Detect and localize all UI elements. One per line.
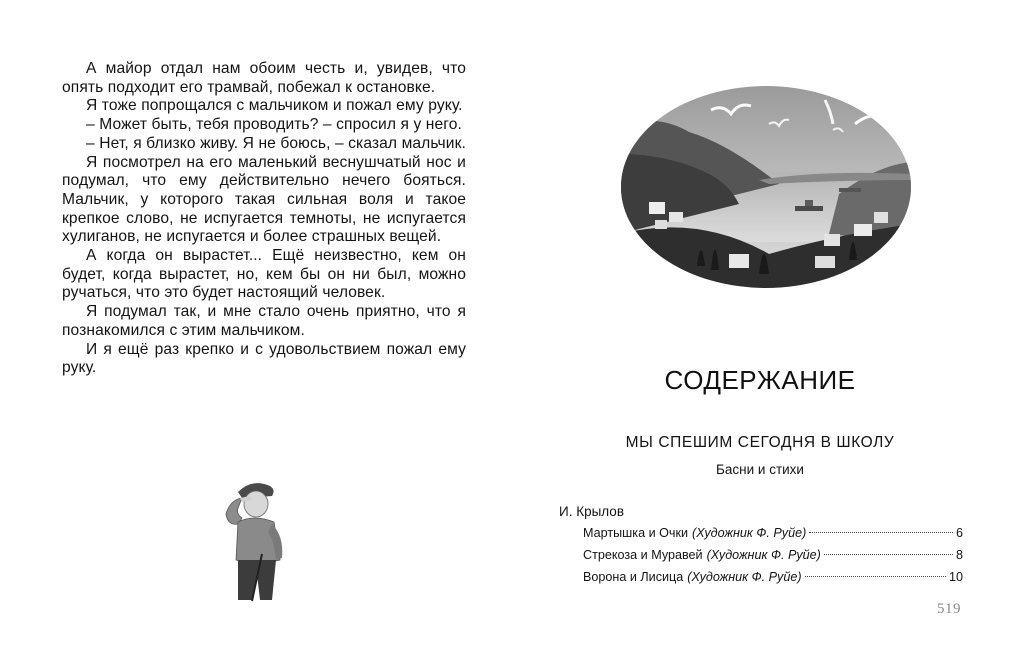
toc-entry-title: Мартышка и Очки xyxy=(583,526,689,540)
story-paragraph: Я тоже попрощался с мальчиком и пожал ему руку. xyxy=(86,97,463,115)
toc-entry-artist: (Художник Ф. Руйе) xyxy=(687,570,802,584)
story-paragraph: – Нет, я близко живу. Я не боюсь, – сказал мальчик. xyxy=(86,134,466,152)
story-paragraph: Я посмотрел на его маленький веснушчатый нос и подумал, что ему действительно нечего бояться. Мальчик, у которого такая сильная воля и такое крепкое слово, не испугается темноты, не испугается хулиганов, не испугается и более страшных вещей. xyxy=(62,153,466,246)
toc-entry[interactable] xyxy=(583,522,963,544)
boy-illustration xyxy=(208,474,298,602)
page-number: 519 xyxy=(937,601,961,617)
section-title: МЫ СПЕШИМ СЕГОДНЯ В ШКОЛУ xyxy=(625,434,895,451)
story-paragraph: – Может быть, тебя проводить? – спросил я у него. xyxy=(86,116,462,134)
story-text xyxy=(62,60,466,378)
harbor-illustration xyxy=(619,84,913,290)
toc-title: СОДЕРЖАНИЕ xyxy=(664,365,856,395)
toc-leader-dots xyxy=(809,532,953,533)
toc-leader-dots xyxy=(805,576,946,577)
toc-author: И. Крылов xyxy=(559,504,624,519)
story-paragraph: Я подумал так, и мне стало очень приятно, что я познакомился с этим мальчиком. xyxy=(62,303,466,339)
toc-entry[interactable] xyxy=(583,544,963,566)
toc-entry-page: 8 xyxy=(955,548,963,562)
section-subtitle: Басни и стихи xyxy=(716,462,804,477)
story-paragraph: И я ещё раз крепко и с удовольствием пожал ему руку. xyxy=(62,340,466,377)
toc-entry-page: 6 xyxy=(955,526,963,540)
story-paragraph: А майор отдал нам обоим честь и, увидев, что опять подходит его трамвай, побежал к остановке. xyxy=(62,60,466,96)
toc-list xyxy=(583,522,963,588)
toc-entry-title: Ворона и Лисица xyxy=(583,570,684,584)
toc-leader-dots xyxy=(824,554,953,555)
toc-entry-title: Стрекоза и Муравей xyxy=(583,548,703,562)
toc-entry-page: 10 xyxy=(948,570,963,584)
toc-entry-artist: (Художник Ф. Руйе) xyxy=(706,548,821,562)
story-paragraph: А когда он вырастет... Ещё неизвестно, кем он будет, когда вырастет, но, кем бы он ни был, можно ручаться, что это будет настоящий человек. xyxy=(62,247,466,302)
toc-entry-artist: (Художник Ф. Руйе) xyxy=(692,526,807,540)
toc-entry[interactable] xyxy=(583,566,963,588)
right-page xyxy=(512,0,1024,652)
